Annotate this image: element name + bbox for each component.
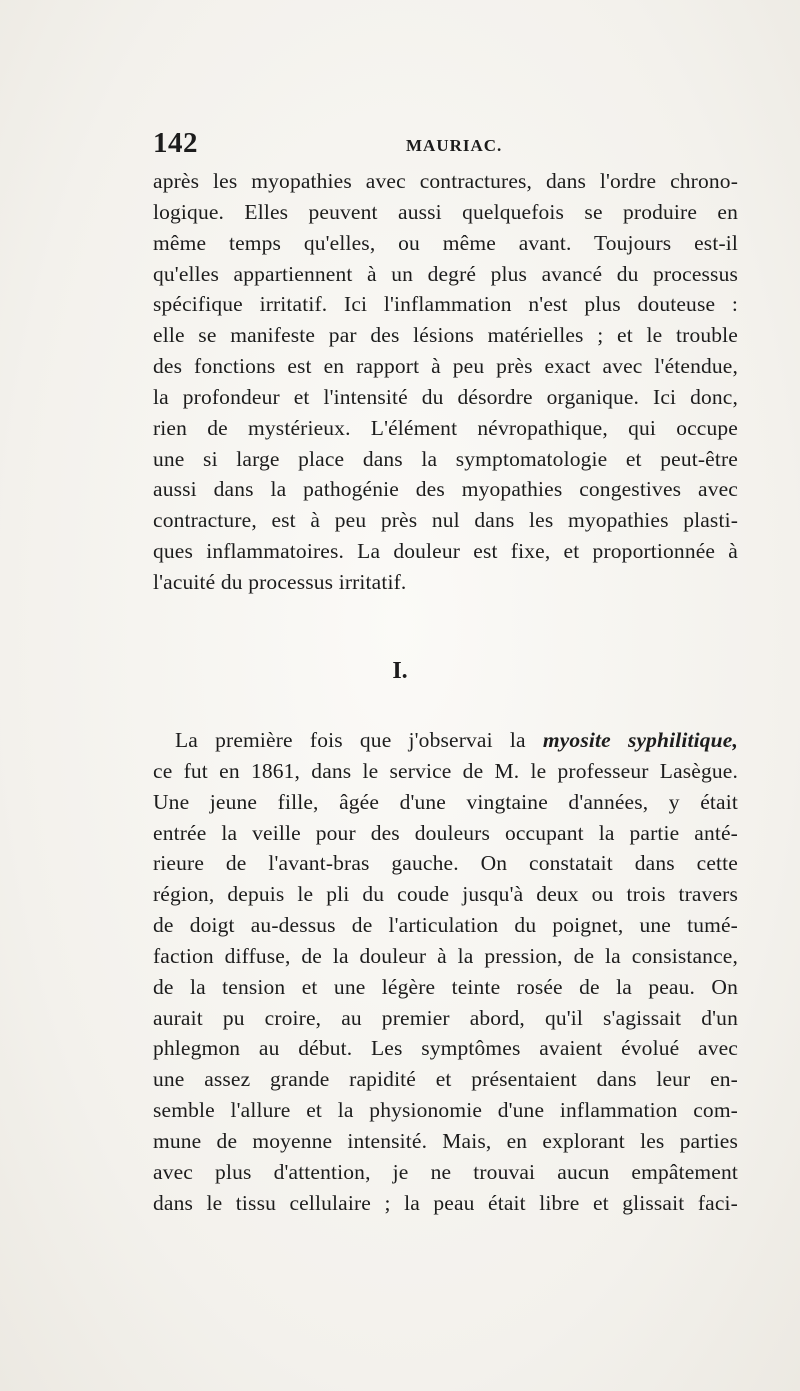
text-line: l'acuité du processus irritatif. <box>153 569 407 594</box>
text-line: rien de mystérieux. L'élément névropathique, qui occupe <box>153 415 738 440</box>
text-line: entrée la veille pour des douleurs occupant la partie anté- <box>153 820 738 845</box>
text-line: phlegmon au début. Les symptômes avaient évolué avec <box>153 1036 738 1061</box>
text-line: de la tension et une légère teinte rosée de la peau. On <box>153 974 738 999</box>
text-line: contracture, est à peu près nul dans les myopathies plasti- <box>153 508 738 533</box>
text-line: même temps qu'elles, ou même avant. Toujours est-il <box>153 230 738 255</box>
text-line: avec plus d'attention, je ne trouvai aucun empâtement <box>153 1159 738 1184</box>
text-line: région, depuis le pli du coude jusqu'à deux ou trois travers <box>153 882 738 907</box>
text-line-first <box>153 725 738 756</box>
text-line: Une jeune fille, âgée d'une vingtaine d'années, y était <box>153 789 738 814</box>
text-line: ques inflammatoires. La douleur est fixe, et proportionnée à <box>153 539 738 564</box>
running-head: MAURIAC. <box>406 136 503 155</box>
page-header <box>153 127 743 167</box>
text-line: aussi dans la pathogénie des myopathies congestives avec <box>153 477 738 502</box>
text-line: faction diffuse, de la douleur à la pression, de la consistance, <box>153 943 738 968</box>
text-line: aurait pu croire, au premier abord, qu'il s'agissait d'un <box>153 1005 738 1030</box>
paragraph-1 <box>153 166 738 598</box>
text-line: semble l'allure et la physionomie d'une inflammation com- <box>153 1098 738 1123</box>
text-line: après les myopathies avec contractures, dans l'ordre chrono- <box>153 169 738 193</box>
italic-term: myosite syphilitique, <box>542 728 738 752</box>
text-line: des fonctions est en rapport à peu près exact avec l'étendue, <box>153 354 738 379</box>
text-line: qu'elles appartiennent à un degré plus avancé du processus <box>153 261 738 286</box>
text-line: la profondeur et l'intensité du désordre organique. Ici donc, <box>153 384 738 409</box>
section-heading: I. <box>392 658 408 684</box>
text-line: elle se manifeste par des lésions matérielles ; et le trouble <box>153 323 738 348</box>
text-line: spécifique irritatif. Ici l'inflammation n'est plus douteuse : <box>153 292 738 317</box>
text-line: de doigt au-dessus de l'articulation du poignet, une tumé- <box>153 913 738 938</box>
text-line: ce fut en 1861, dans le service de M. le professeur Lasègue. <box>153 758 738 783</box>
text-line: rieure de l'avant-bras gauche. On constatait dans cette <box>153 851 738 876</box>
text-run: La première fois que j'observai la <box>175 728 543 752</box>
page-number: 142 <box>153 127 198 159</box>
text-line: mune de moyenne intensité. Mais, en explorant les parties <box>153 1128 738 1153</box>
text-line: une si large place dans la symptomatologie et peut-être <box>153 446 738 471</box>
paragraph-2 <box>153 725 738 1219</box>
text-line: une assez grande rapidité et présentaient dans leur en- <box>153 1067 738 1092</box>
text-line: dans le tissu cellulaire ; la peau était libre et glissait faci- <box>153 1190 738 1215</box>
text-line: logique. Elles peuvent aussi quelquefois se produire en <box>153 199 738 224</box>
